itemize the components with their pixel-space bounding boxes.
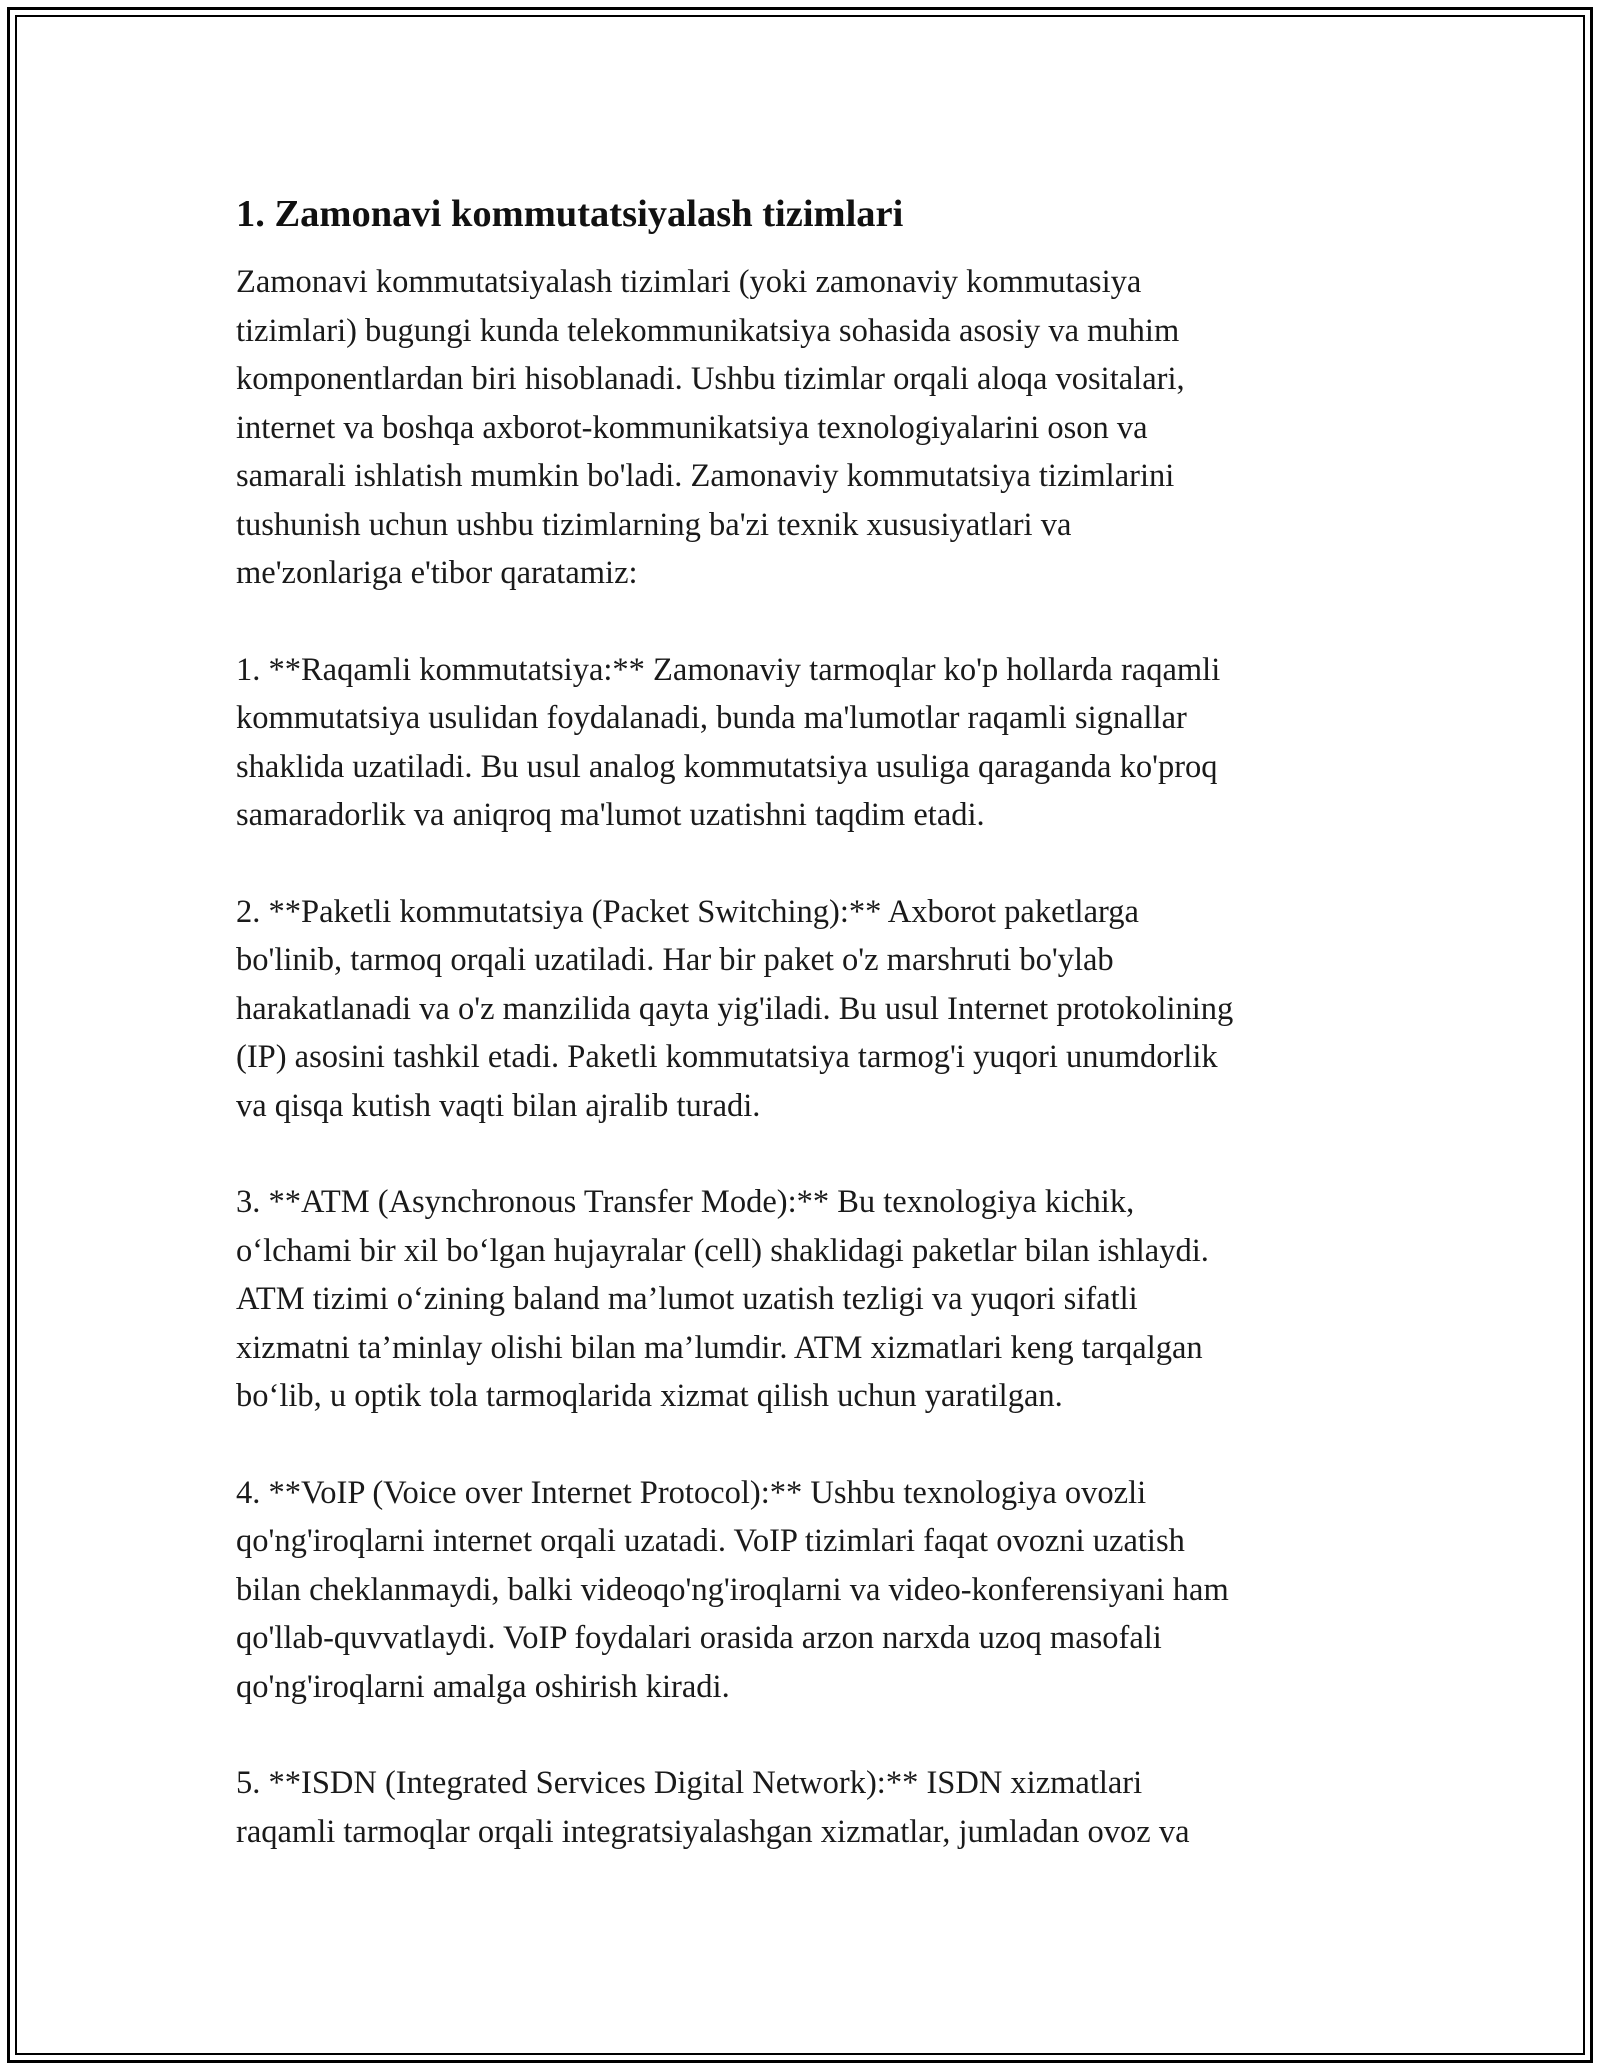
text-line: harakatlanadi va o'z manzilida qayta yig'iladi. Bu usul Internet protokolining bbox=[236, 990, 1234, 1027]
list-item-voip bbox=[236, 1469, 1366, 1712]
text-line: tizimlari) bugungi kunda telekommunikatsiya sohasida asosiy va muhim bbox=[236, 312, 1180, 349]
text-line: 2. **Paketli kommutatsiya (Packet Switching):** Axborot paketlarga bbox=[236, 893, 1139, 930]
text-line: qo'llab-quvvatlaydi. VoIP foydalari orasida arzon narxda uzoq masofali bbox=[236, 1620, 1162, 1656]
text-line: internet va boshqa axborot-kommunikatsiya texnologiyalarini oson va bbox=[236, 409, 1148, 446]
text-line: tushunish uchun ushbu tizimlarning ba'zi texnik xususiyatlari va bbox=[236, 506, 1072, 543]
list-item-raqamli-kommutatsiya bbox=[236, 646, 1366, 840]
text-line: 5. **ISDN (Integrated Services Digital Network):** ISDN xizmatlari bbox=[236, 1765, 1143, 1801]
text-line: raqamli tarmoqlar orqali integratsiyalashgan xizmatlar, jumladan ovoz va bbox=[236, 1813, 1190, 1850]
text-line: va qisqa kutish vaqti bilan ajralib turadi. bbox=[236, 1087, 761, 1124]
text-line: 4. **VoIP (Voice over Internet Protocol):** Ushbu texnologiya ovozli bbox=[236, 1474, 1147, 1511]
text-line: 3. **ATM (Asynchronous Transfer Mode):** Bu texnologiya kichik, bbox=[236, 1184, 1135, 1220]
list-item-paketli-kommutatsiya bbox=[236, 888, 1366, 1131]
text-line: qo'ng'iroqlarni amalga oshirish kiradi. bbox=[236, 1668, 730, 1705]
list-item-atm bbox=[236, 1178, 1366, 1421]
text-line: Zamonavi kommutatsiyalash tizimlari (yoki zamonaviy kommutasiya bbox=[236, 264, 1142, 300]
text-line: qo'ng'iroqlarni internet orqali uzatadi. VoIP tizimlari faqat ovozni uzatish bbox=[236, 1523, 1185, 1559]
text-line: bo'linib, tarmoq orqali uzatiladi. Har bir paket o'z marshruti bo'ylab bbox=[236, 942, 1114, 978]
text-line: 1. **Raqamli kommutatsiya:** Zamonaviy tarmoqlar ko'p hollarda raqamli bbox=[236, 651, 1221, 688]
text-line: o‘lchami bir xil bo‘lgan hujayralar (cell) shaklidagi paketlar bilan ishlaydi. bbox=[236, 1232, 1209, 1269]
text-line: bo‘lib, u optik tola tarmoqlarida xizmat qilish uchun yaratilgan. bbox=[236, 1378, 1063, 1414]
section-heading: 1. Zamonavi kommutatsiyalash tizimlari bbox=[236, 193, 904, 235]
document-body bbox=[236, 188, 1366, 1904]
text-line: (IP) asosini tashkil etadi. Paketli kommutatsiya tarmog'i yuqori unumdorlik bbox=[236, 1039, 1218, 1075]
text-line: ATM tizimi o‘zining baland ma’lumot uzatish tezligi va yuqori sifatli bbox=[236, 1281, 1138, 1317]
text-line: me'zonlariga e'tibor qaratamiz: bbox=[236, 555, 638, 591]
intro-paragraph bbox=[236, 258, 1366, 598]
text-line: samarali ishlatish mumkin bo'ladi. Zamonaviy kommutatsiya tizimlarini bbox=[236, 458, 1175, 494]
list-item-isdn bbox=[236, 1759, 1366, 1856]
text-line: shaklida uzatiladi. Bu usul analog kommutatsiya usuliga qaraganda ko'proq bbox=[236, 748, 1218, 785]
text-line: kommutatsiya usulidan foydalanadi, bunda ma'lumotlar raqamli signallar bbox=[236, 700, 1187, 736]
text-line: xizmatni ta’minlay olishi bilan ma’lumdir. ATM xizmatlari keng tarqalgan bbox=[236, 1329, 1203, 1366]
text-line: komponentlardan biri hisoblanadi. Ushbu tizimlar orqali aloqa vositalari, bbox=[236, 361, 1185, 397]
text-line: bilan cheklanmaydi, balki videoqo'ng'iroqlarni va video-konferensiyani ham bbox=[236, 1571, 1229, 1608]
text-line: samaradorlik va aniqroq ma'lumot uzatishni taqdim etadi. bbox=[236, 797, 985, 833]
